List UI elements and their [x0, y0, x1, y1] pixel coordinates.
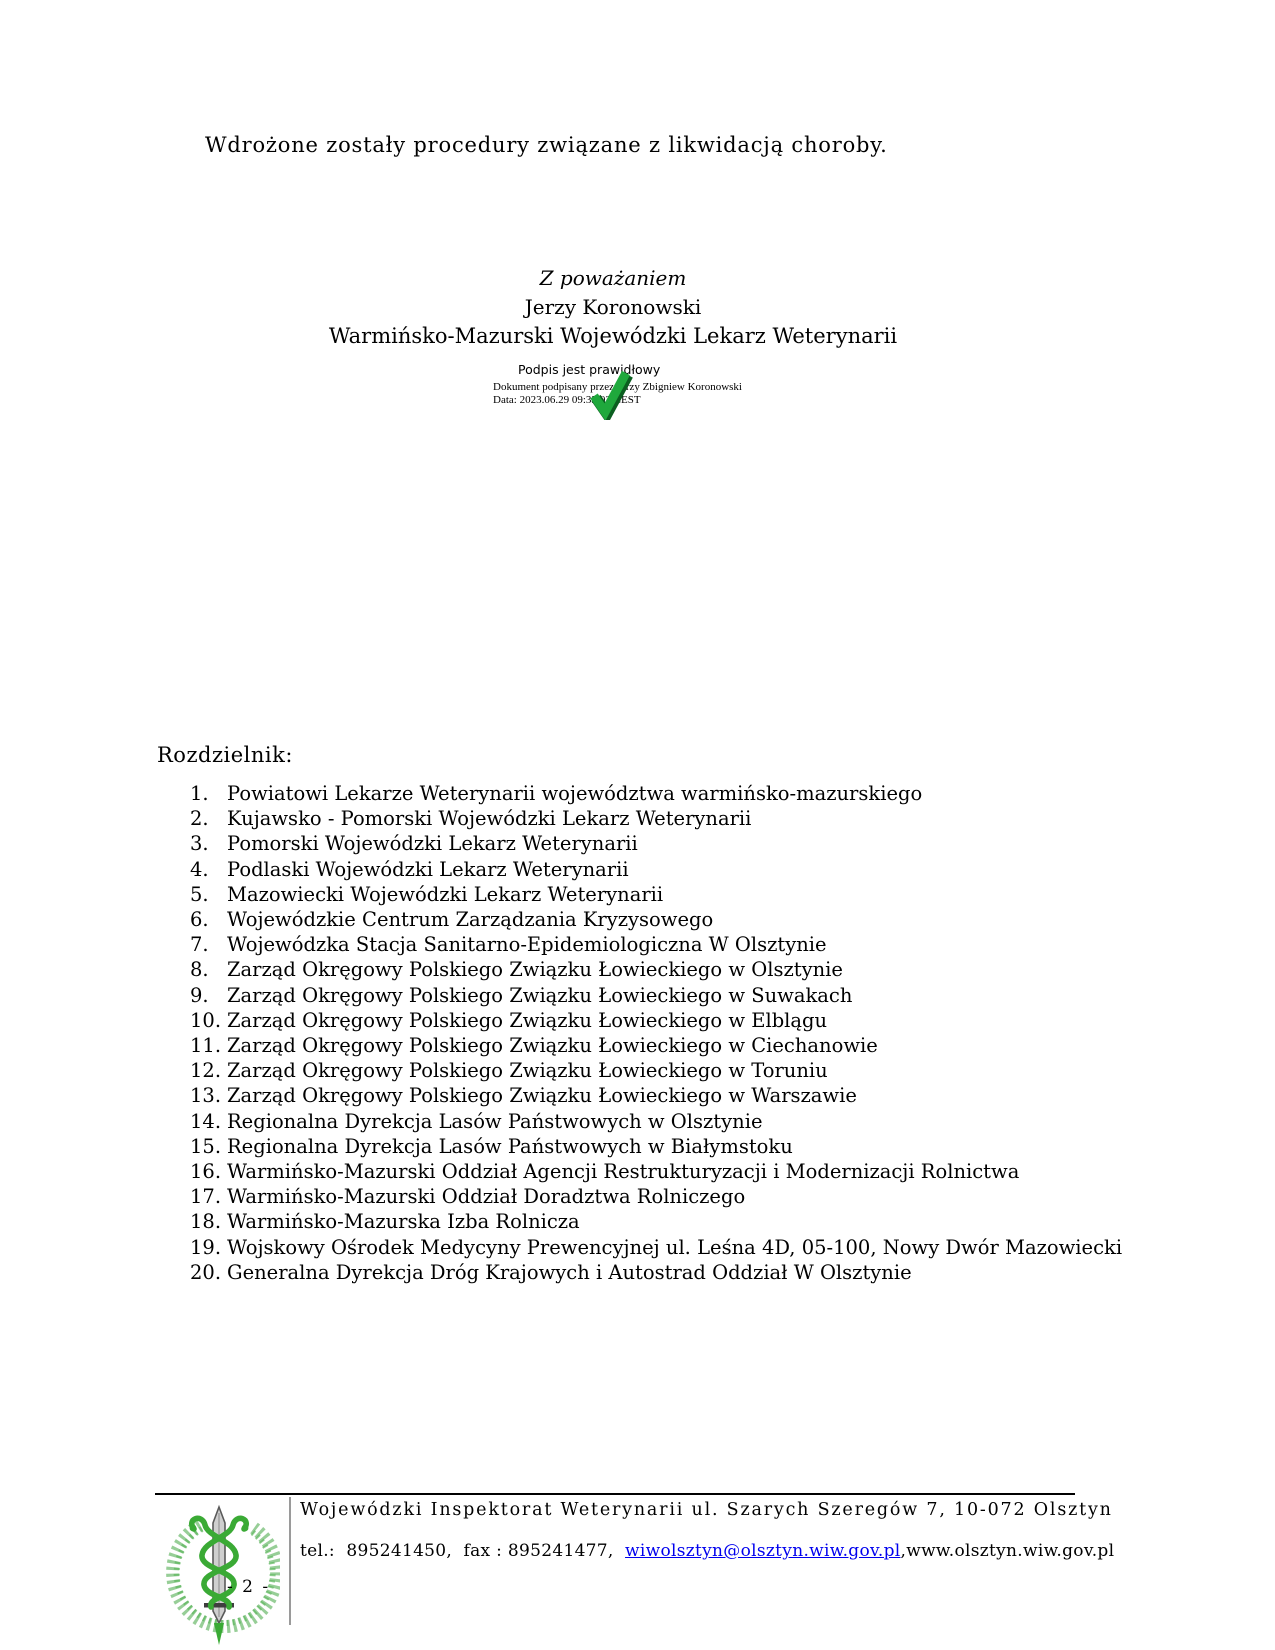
list-item-text: Wojewódzkie Centrum Zarządzania Kryzysowego — [227, 908, 714, 932]
distribution-item — [190, 983, 1122, 1008]
distribution-heading: Rozdzielnik: — [157, 743, 293, 767]
distribution-item — [190, 957, 1122, 982]
list-item-number: 15. — [190, 1134, 222, 1158]
distribution-item — [190, 1083, 1122, 1108]
list-item-number: 2. — [190, 807, 209, 831]
body-paragraph: Wdrożone zostały procedury związane z likwidacją choroby. — [205, 133, 888, 157]
signature-signed-by-text: Dokument podpisany przez Jerzy Zbigniew Koronowski — [493, 381, 742, 393]
list-item-number: 6. — [190, 908, 209, 932]
footer-address-line: Wojewódzki Inspektorat Weterynarii ul. Szarych Szeregów 7, 10-072 Olsztyn — [300, 1500, 1113, 1520]
distribution-item — [190, 1058, 1122, 1083]
signature-date-text: Data: 2023.06.29 09:33:02 CEST — [493, 394, 641, 406]
list-item-number: 14. — [190, 1109, 222, 1133]
distribution-item — [190, 1209, 1122, 1234]
list-item-number: 7. — [190, 933, 209, 957]
distribution-item — [190, 781, 1122, 806]
distribution-item — [190, 1033, 1122, 1058]
list-item-text: Wojskowy Ośrodek Medycyny Prewencyjnej ul. Leśna 4D, 05-100, Nowy Dwór Mazowiecki — [227, 1235, 1123, 1259]
distribution-item — [190, 806, 1122, 831]
list-item-text: Powiatowi Lekarze Weterynarii województwa warmińsko-mazurskiego — [227, 782, 923, 805]
distribution-item — [190, 1260, 1122, 1285]
list-item-text: Generalna Dyrekcja Dróg Krajowych i Autostrad Oddział W Olsztynie — [227, 1260, 912, 1284]
distribution-item — [190, 1235, 1122, 1260]
list-item-text: Zarząd Okręgowy Polskiego Związku Łowieckiego w Olsztynie — [227, 958, 843, 982]
footer-contact-prefix: tel.: 895241450, fax : 895241477, — [300, 1541, 626, 1561]
footer-contact-line — [300, 1541, 1114, 1561]
signer-name: Jerzy Koronowski — [524, 295, 702, 319]
list-item-number: 12. — [190, 1059, 222, 1083]
list-item-number: 17. — [190, 1185, 222, 1209]
list-item-text: Podlaski Wojewódzki Lekarz Weterynarii — [227, 857, 629, 881]
list-item-text: Wojewódzka Stacja Sanitarno-Epidemiologiczna W Olsztynie — [227, 933, 827, 957]
distribution-list — [190, 781, 1122, 1285]
distribution-item — [190, 857, 1122, 882]
list-item-number: 5. — [190, 882, 209, 906]
list-item-text: Kujawsko - Pomorski Wojewódzki Lekarz Weterynarii — [227, 807, 752, 831]
list-item-number: 20. — [190, 1260, 222, 1284]
list-item-text: Warmińsko-Mazurska Izba Rolnicza — [227, 1210, 580, 1234]
list-item-text: Warmińsko-Mazurski Oddział Agencji Restrukturyzacji i Modernizacji Rolnictwa — [227, 1160, 1020, 1184]
list-item-number: 16. — [190, 1160, 222, 1184]
page-number: - 2 - — [227, 1577, 271, 1597]
list-item-text: Mazowiecki Wojewódzki Lekarz Weterynarii — [227, 882, 664, 906]
list-item-number: 19. — [190, 1235, 222, 1259]
list-item-text: Warmińsko-Mazurski Oddział Doradztwa Rolniczego — [227, 1185, 746, 1209]
distribution-item — [190, 1184, 1122, 1209]
distribution-item — [190, 907, 1122, 932]
footer-rule — [155, 1493, 1075, 1495]
closing-block — [263, 264, 963, 351]
list-item-text: Zarząd Okręgowy Polskiego Związku Łowieckiego w Elblągu — [227, 1008, 828, 1032]
list-item-number: 4. — [190, 857, 209, 881]
list-item-text: Zarząd Okręgowy Polskiego Związku Łowieckiego w Toruniu — [227, 1059, 828, 1083]
footer-contact-suffix: ,www.olsztyn.wiw.gov.pl — [900, 1541, 1115, 1561]
list-item-text: Zarząd Okręgowy Polskiego Związku Łowieckiego w Warszawie — [227, 1084, 857, 1108]
list-item-text: Zarząd Okręgowy Polskiego Związku Łowieckiego w Ciechanowie — [227, 1034, 878, 1058]
signer-title: Warmińsko-Mazurski Wojewódzki Lekarz Weterynarii — [328, 324, 898, 348]
list-item-number: 10. — [190, 1008, 222, 1032]
veterinary-caduceus-wreath-logo-icon — [158, 1499, 280, 1649]
list-item-number: 9. — [190, 983, 209, 1007]
distribution-item — [190, 1008, 1122, 1033]
distribution-item — [190, 1109, 1122, 1134]
list-item-number: 11. — [190, 1034, 222, 1058]
distribution-item — [190, 831, 1122, 856]
list-item-number: 18. — [190, 1210, 222, 1234]
list-item-number: 3. — [190, 832, 209, 856]
signature-valid-check-icon — [588, 368, 634, 420]
distribution-item — [190, 882, 1122, 907]
list-item-number: 1. — [190, 782, 209, 805]
distribution-item — [190, 1159, 1122, 1184]
footer-vertical-divider — [289, 1497, 291, 1625]
list-item-text: Regionalna Dyrekcja Lasów Państwowych w Białymstoku — [227, 1134, 793, 1158]
list-item-number: 8. — [190, 958, 209, 982]
signature-status-text: Podpis jest prawidłowy — [518, 362, 661, 377]
list-item-text: Zarząd Okręgowy Polskiego Związku Łowieckiego w Suwakach — [227, 983, 853, 1007]
list-item-text: Pomorski Wojewódzki Lekarz Weterynarii — [227, 832, 638, 856]
footer-email-link[interactable]: wiwolsztyn@olsztyn.wiw.gov.pl — [625, 1541, 901, 1561]
closing-salutation: Z poważaniem — [539, 266, 687, 290]
list-item-text: Regionalna Dyrekcja Lasów Państwowych w Olsztynie — [227, 1109, 763, 1133]
list-item-number: 13. — [190, 1084, 222, 1108]
digital-signature-stamp — [490, 362, 790, 407]
distribution-item — [190, 1134, 1122, 1159]
distribution-item — [190, 932, 1122, 957]
